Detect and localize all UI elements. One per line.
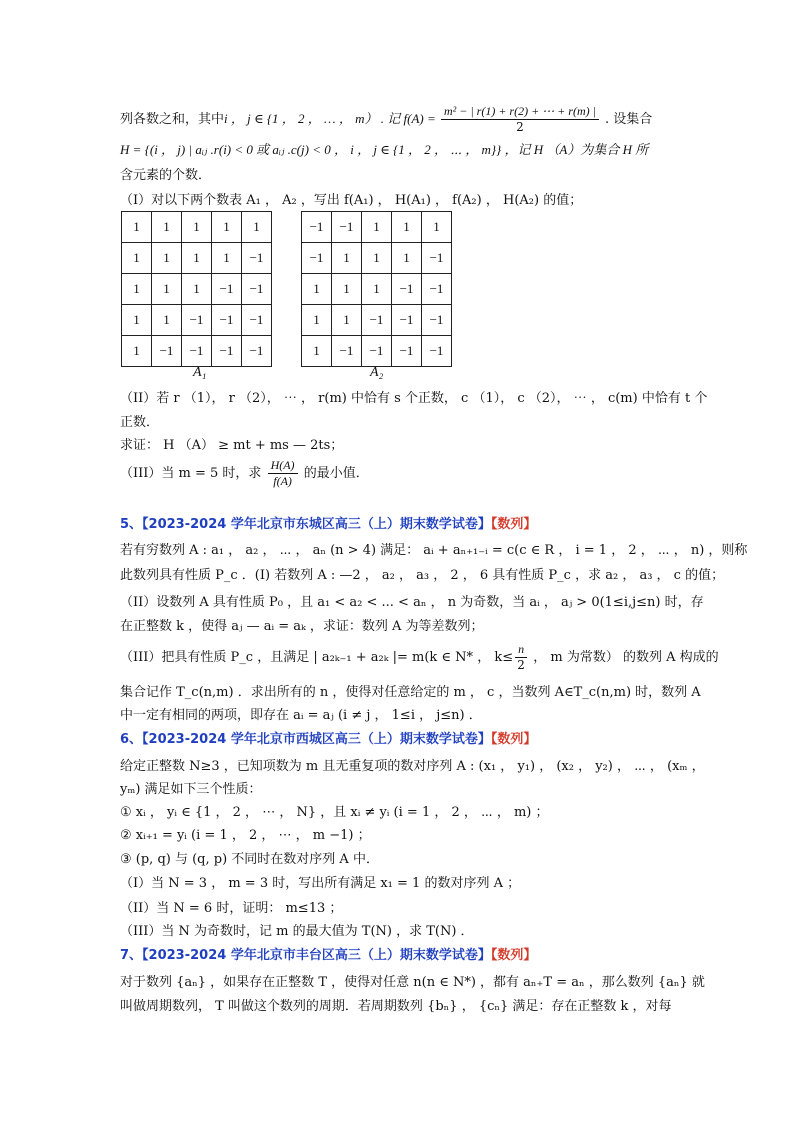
p5-line-7: 中一定有相同的两项，即存在 aᵢ = aⱼ (i ≠ j ， 1≤i ， j≤n) ． bbox=[120, 708, 482, 723]
p6-line-4: ② xᵢ₊₁ = yᵢ (i = 1 ， 2 ， ⋯ ， m −1) ； bbox=[120, 828, 371, 843]
p5-line-6: 集合记作 T_c(n,m) ．求出所有的 n ，使得对任意给定的 m ， c ，当数列 A∈T_c(n,m) 时，数列 A bbox=[120, 685, 701, 700]
a1-row bbox=[122, 305, 272, 336]
a1-cell: −1 bbox=[242, 274, 272, 305]
p4-line-4: （I）对以下两个数表 A₁ ， A₂ ，写出 f(A₁) ， H(A₁) ， f(A₂) ， H(A₂) 的值； bbox=[120, 193, 583, 208]
a2-cell: −1 bbox=[392, 274, 422, 305]
p6-line-2: yₘ) 满足如下三个性质： bbox=[120, 782, 262, 797]
a1-cell: 1 bbox=[122, 212, 152, 243]
matrix-a2-label: A₂ bbox=[370, 365, 384, 380]
a2-cell: −1 bbox=[302, 212, 332, 243]
a2-row bbox=[302, 212, 452, 243]
a2-cell: −1 bbox=[362, 336, 392, 367]
a2-cell: −1 bbox=[422, 305, 452, 336]
p4-line-6: 正数． bbox=[120, 415, 160, 430]
p4-fraction: $\frac{\text{m² − | r(1) + r(2) + ⋯ + r(m) |}}{2}$ bbox=[441, 104, 599, 135]
a2-cell: −1 bbox=[362, 305, 392, 336]
a1-cell: −1 bbox=[212, 336, 242, 367]
a1-row bbox=[122, 212, 272, 243]
a2-row bbox=[302, 274, 452, 305]
a1-cell: 1 bbox=[182, 212, 212, 243]
p4-line-5: （II）若 r （1）， r （2）， ⋯ ， r(m) 中恰有 s 个正数， c （1）， c （2）， ⋯ ， c(m) 中恰有 t 个 bbox=[120, 391, 708, 406]
a1-cell: −1 bbox=[182, 336, 212, 367]
a1-row bbox=[122, 243, 272, 274]
a1-cell: 1 bbox=[122, 243, 152, 274]
p6-line-5: ③ (p, q) 与 (q, p) 不同时在数对序列 A 中． bbox=[120, 852, 379, 867]
a2-cell: 1 bbox=[392, 243, 422, 274]
a2-row bbox=[302, 243, 452, 274]
p7-line-1: 对于数列 {aₙ} ，如果存在正整数 T ，使得对任意 n(n ∈ N*) ，都有 aₙ₊T = aₙ ，那么数列 {aₙ} 就 bbox=[120, 975, 705, 990]
a1-cell: 1 bbox=[152, 243, 182, 274]
matrix-a2 bbox=[301, 211, 452, 367]
a1-cell: 1 bbox=[212, 212, 242, 243]
p4-line-3: 含元素的个数． bbox=[120, 168, 212, 183]
a1-cell: −1 bbox=[212, 305, 242, 336]
p6-line-1: 给定正整数 N≥3 ，已知项数为 m 且无重复项的数对序列 A : (x₁ ， y₁) ， (x₂ ， y₂) ， ⋯ ， (xₘ ， bbox=[120, 759, 705, 774]
a1-row bbox=[122, 336, 272, 367]
a1-cell: 1 bbox=[152, 305, 182, 336]
a1-cell: −1 bbox=[242, 305, 272, 336]
matrix-a1 bbox=[121, 211, 272, 367]
p5-fraction: $\frac{n}{2}$ bbox=[515, 642, 527, 673]
a2-cell: 1 bbox=[362, 212, 392, 243]
a1-cell: 1 bbox=[242, 212, 272, 243]
a1-cell: 1 bbox=[182, 274, 212, 305]
p4-line-2: H = {(i ， j) | aᵢⱼ .r(i) < 0 或 aᵢⱼ .c(j) < 0 ， i ， j ∈ {1 ， 2 ， ⋯ ， m}} ，记 H （A）为集合 H 所 bbox=[120, 142, 649, 157]
p6-line-7: （II）当 N = 6 时，证明： m≤13 ； bbox=[120, 901, 343, 916]
p4-line-7: 求证： H （A） ≥ mt + ms — 2ts； bbox=[120, 438, 344, 453]
p5-line-2: 此数列具有性质 P_c ．(I) 若数列 A : —2 ， a₂ ， a₃ ， 2 ， 6 具有性质 P_c ，求 a₂ ， a₃ ， c 的值； bbox=[120, 568, 725, 583]
a1-cell: −1 bbox=[182, 305, 212, 336]
p7-line-2: 叫做周期数列， T 叫做这个数列的周期．若周期数列 {bₙ} ， {cₙ} 满足：存在正整数 k ，对每 bbox=[120, 999, 672, 1014]
a1-cell: −1 bbox=[212, 274, 242, 305]
a1-cell: −1 bbox=[242, 243, 272, 274]
a2-cell: 1 bbox=[362, 274, 392, 305]
a2-cell: 1 bbox=[332, 243, 362, 274]
a2-cell: −1 bbox=[332, 336, 362, 367]
p6-heading: 6、【2023-2024 学年北京市西城区高三（上）期末数学试卷】【数列】 bbox=[120, 732, 537, 747]
p4-ratio-fraction: $\frac{H(A)}{f(A)}$ bbox=[268, 458, 298, 489]
a1-cell: 1 bbox=[122, 305, 152, 336]
a1-cell: 1 bbox=[152, 274, 182, 305]
a1-cell: 1 bbox=[212, 243, 242, 274]
a2-cell: −1 bbox=[332, 212, 362, 243]
p4-line-8: （III）当 m = 5 时，求 $\frac{H(A)}{f(A)}$ 的最小值． bbox=[120, 458, 369, 488]
a1-cell: 1 bbox=[122, 336, 152, 367]
p5-line-3: （II）设数列 A 具有性质 P₀ ，且 a₁ < a₂ < ... < aₙ ， n 为奇数，当 aᵢ ， aⱼ > 0(1≤i,j≤n) 时，存 bbox=[120, 595, 704, 610]
p5-line-1: 若有穷数列 A : a₁ ， a₂ ， ⋯ ， aₙ (n > 4) 满足： aᵢ + aₙ₊₁₋ᵢ = c(c ∈ R ， i = 1 ， 2 ， ⋯ ， n) ，则称 bbox=[120, 543, 748, 558]
a2-cell: −1 bbox=[302, 243, 332, 274]
a2-cell: 1 bbox=[422, 212, 452, 243]
a2-cell: −1 bbox=[422, 336, 452, 367]
a2-cell: 1 bbox=[332, 305, 362, 336]
p6-line-8: （III）当 N 为奇数时，记 m 的最大值为 T(N) ，求 T(N) ． bbox=[120, 924, 474, 939]
p6-line-6: （I）当 N = 3 ， m = 3 时，写出所有满足 x₁ = 1 的数对序列 A ； bbox=[120, 876, 521, 891]
a2-cell: 1 bbox=[392, 212, 422, 243]
a1-cell: 1 bbox=[182, 243, 212, 274]
a2-cell: −1 bbox=[422, 243, 452, 274]
p4-line-1: 列各数之和，其中i ， j ∈ {1 ， 2 ， … ， m） . 记 f(A) = $\frac{\text{m² − | r(1) + r(2) + ⋯ + r(m) |}}{2}$ . 设集合 bbox=[120, 104, 653, 134]
p6-line-3: ① xᵢ ， yᵢ ∈ {1 ， 2 ， ⋯ ， N} ，且 xᵢ ≠ yᵢ (i = 1 ， 2 ， ⋯ ， m) ； bbox=[120, 805, 549, 820]
a1-cell: 1 bbox=[152, 212, 182, 243]
a1-cell: −1 bbox=[242, 336, 272, 367]
p5-line-4: 在正整数 k ，使得 aⱼ — aᵢ = aₖ ，求证：数列 A 为等差数列； bbox=[120, 619, 484, 634]
a1-row bbox=[122, 274, 272, 305]
p7-heading: 7、【2023-2024 学年北京市丰台区高三（上）期末数学试卷】【数列】 bbox=[120, 948, 537, 963]
matrix-a1-label: A₁ bbox=[193, 365, 207, 380]
a1-cell: −1 bbox=[152, 336, 182, 367]
a2-row bbox=[302, 305, 452, 336]
a2-cell: 1 bbox=[302, 336, 332, 367]
a2-row bbox=[302, 336, 452, 367]
a2-cell: −1 bbox=[392, 336, 422, 367]
a2-cell: 1 bbox=[302, 274, 332, 305]
p5-line-5: （III）把具有性质 P_c ，且满足 | a₂ₖ₋₁ + a₂ₖ |= m(k ∈ N* ， k≤ $\frac{n}{2}$ ， m 为常数） 的数列 A 构成的 bbox=[120, 642, 719, 672]
a2-cell: −1 bbox=[422, 274, 452, 305]
a2-cell: −1 bbox=[392, 305, 422, 336]
a2-cell: 1 bbox=[332, 274, 362, 305]
a2-cell: 1 bbox=[302, 305, 332, 336]
a1-cell: 1 bbox=[122, 274, 152, 305]
p5-heading: 5、【2023-2024 学年北京市东城区高三（上）期末数学试卷】【数列】 bbox=[120, 517, 537, 532]
a2-cell: 1 bbox=[362, 243, 392, 274]
